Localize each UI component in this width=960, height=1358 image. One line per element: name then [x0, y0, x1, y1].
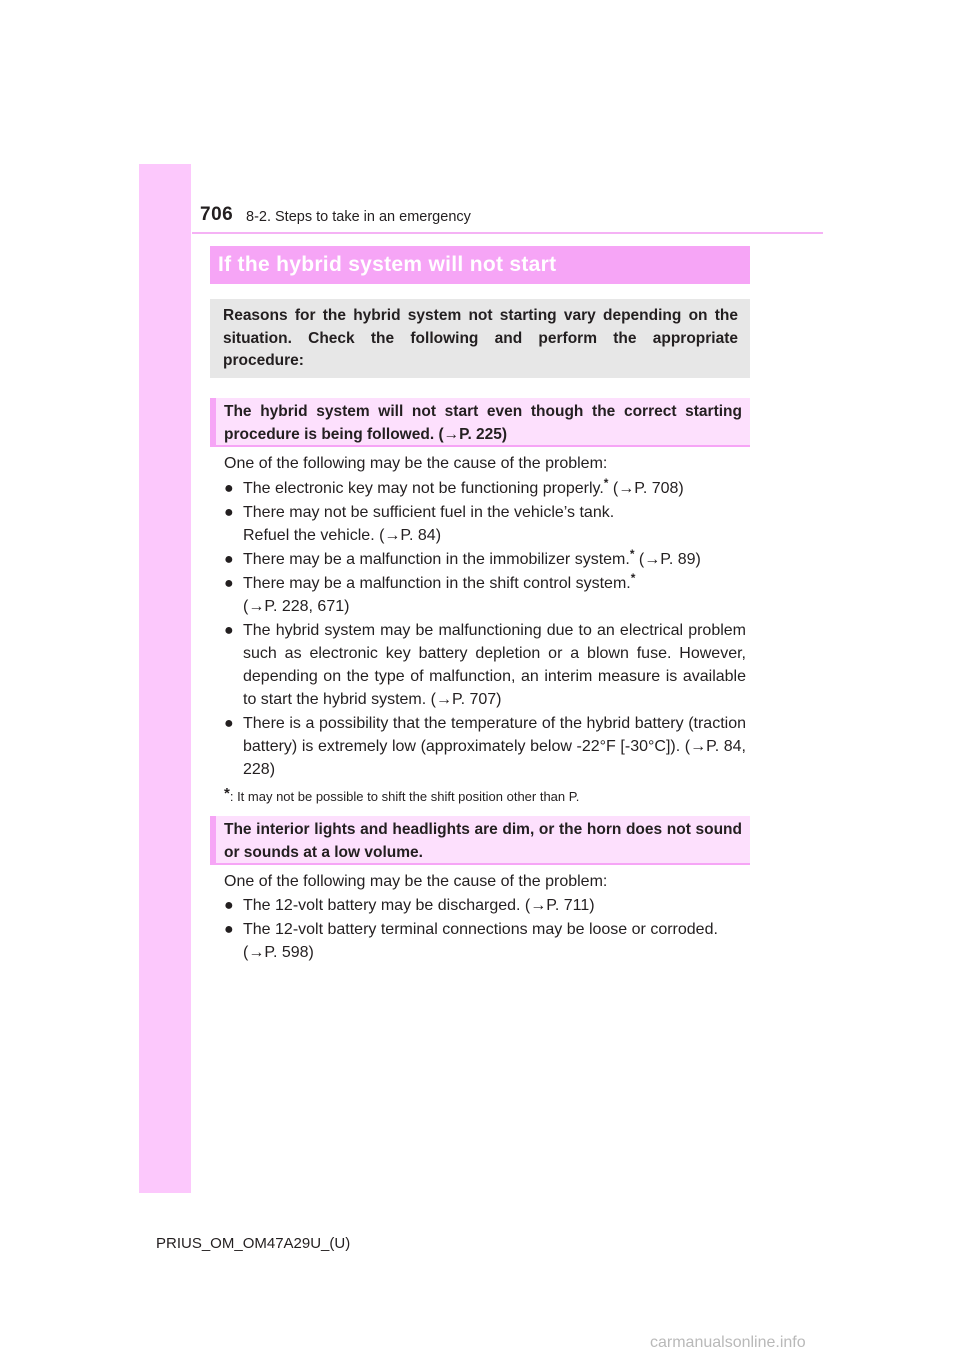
bullet-icon: ●: [224, 897, 234, 914]
document-code: PRIUS_OM_OM47A29U_(U): [156, 1235, 351, 1252]
section2-lead: One of the following may be the cause of the problem:: [224, 873, 608, 890]
intro-box: Reasons for the hybrid system not starting vary depending on the situation. Check the following and perform the appropriate procedure:: [210, 299, 750, 378]
list-item: ● There may be a malfunction in the immobilizer system.* (→P. 89): [224, 548, 746, 571]
page-title: If the hybrid system will not start: [218, 253, 557, 276]
bullet-icon: ●: [224, 575, 234, 592]
bullet-icon: ●: [224, 921, 234, 938]
bullet-icon: ●: [224, 622, 234, 639]
page-reference: (→P. 598): [243, 944, 314, 961]
page-title-bar: [210, 246, 750, 284]
footnote-star: *: [224, 785, 230, 802]
section2-heading: The interior lights and headlights are dim, or the horn does not sound or sounds at a low volume.: [210, 816, 750, 865]
list-item: ● The hybrid system may be malfunctioning due to an electrical problem such as electronic key battery depletion or a blown fuse. However, depending on the type of malfunction, an interim measure is available to start the hybrid system. (→P. 707): [224, 619, 746, 711]
section1-lead: One of the following may be the cause of the problem:: [224, 455, 608, 472]
page-reference: (→P. 228, 671): [243, 598, 350, 615]
list-item: ● The 12-volt battery may be discharged. (→P. 711): [224, 894, 746, 917]
footnote-marker: *: [629, 547, 635, 561]
bullet-icon: ●: [224, 504, 234, 521]
header-divider: [192, 232, 823, 234]
bullet-icon: ●: [224, 551, 234, 568]
bullet-icon: ●: [224, 715, 234, 732]
page-reference: Refuel the vehicle. (→P. 84): [243, 527, 442, 544]
list-item: ● The 12-volt battery terminal connections may be loose or corroded. (→P. 598): [224, 918, 746, 964]
list-item: ● There is a possibility that the temperature of the hybrid battery (traction battery) is extremely low (approximately below -22°F [-30°C]). (→P. 84, 228): [224, 712, 746, 781]
watermark: carmanualsonline.info: [650, 1334, 806, 1351]
bullet-icon: ●: [224, 480, 234, 497]
list-item: ● There may be a malfunction in the shift control system.* (→P. 228, 671): [224, 571, 636, 615]
chapter-side-tab: [139, 164, 191, 1193]
footnote-marker: *: [630, 571, 636, 585]
footnote-marker: *: [603, 476, 609, 490]
section1-heading: The hybrid system will not start even though the correct starting procedure is being followed. (→P. 225): [210, 398, 750, 447]
section2-cause-list: [224, 894, 746, 965]
page-reference: (→P. 89): [634, 551, 701, 568]
list-item: ● The electronic key may not be functioning properly.* (→P. 708): [224, 477, 746, 500]
page-reference: (→P. 708): [608, 480, 684, 497]
footnote: *: It may not be possible to shift the shift position other than P.: [224, 785, 580, 804]
list-item: ● There may not be sufficient fuel in the vehicle’s tank. Refuel the vehicle. (→P. 84): [224, 501, 746, 547]
section1-cause-list: [224, 477, 746, 782]
page-number: 706: [200, 204, 234, 225]
section-breadcrumb: 8-2. Steps to take in an emergency: [246, 209, 471, 225]
